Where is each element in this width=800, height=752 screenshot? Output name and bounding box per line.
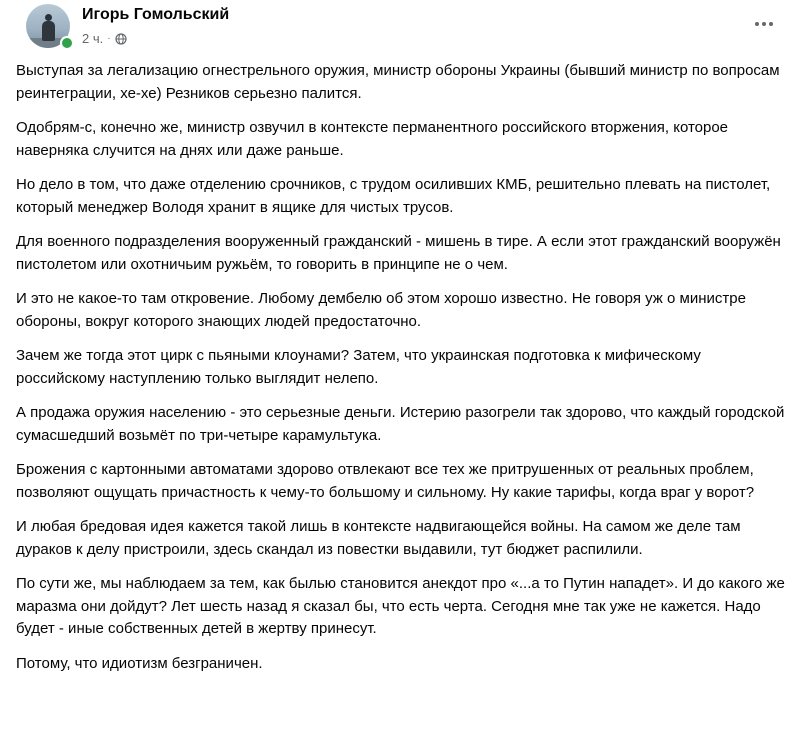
post-paragraph: Потому, что идиотизм безграничен. — [16, 654, 263, 672]
post-paragraph: Для военного подразделения вооруженный гражданский - мишень в тире. А если этот гражданский вооружён пистолетом или охотничьим ружьём, то говорить в принципе не о чем. — [16, 233, 781, 273]
post-header — [16, 0, 784, 58]
post-meta — [82, 31, 127, 46]
post-paragraph: Выступая за легализацию огнестрельного оружия, министр обороны Украины (бывший министр по вопросам реинтеграции, хе-хе) Резников серьезно палится. — [16, 62, 780, 102]
meta-separator: · — [107, 33, 111, 44]
post-paragraph: Зачем же тогда этот цирк с пьяными клоунами? Затем, что украинская подготовка к мифическому российскому наступлению только выглядит нелепо. — [16, 347, 701, 387]
post-paragraph: По сути же, мы наблюдаем за тем, как былью становится анекдот про «...а то Путин нападет». И до какого же маразма они дойдут? Лет шесть назад я сказал бы, что есть черта. Сегодня мне так уже не кажется. Надо будет - иные собственных детей в жертву принесут. — [16, 575, 785, 637]
avatar-figure-body — [42, 21, 55, 41]
avatar-figure-head — [45, 14, 52, 21]
post-text — [16, 60, 786, 687]
post-paragraph: И это не какое-то там откровение. Любому дембелю об этом хорошо известно. Не говоря уж о министре обороны, вокруг которого знающих людей предостаточно. — [16, 290, 746, 330]
post-paragraph: Одобрям-с, конечно же, министр озвучил в контексте перманентного российского вторжения, которое наверняка случится на днях или даже раньше. — [16, 119, 729, 159]
more-dot — [762, 22, 766, 26]
more-horizontal-icon[interactable] — [752, 12, 776, 36]
post-timestamp[interactable]: 2 ч. — [82, 31, 104, 46]
post-paragraph: Но дело в том, что даже отделению срочников, с трудом осиливших КМБ, решительно плевать на пистолет, который менеджер Володя хранит в ящике для чистых трусов. — [16, 176, 771, 216]
globe-icon[interactable] — [115, 33, 127, 45]
more-dot — [755, 22, 759, 26]
post-paragraph: Брожения с картонными автоматами здорово отвлекают все тех же притрушенных от реальных проблем, позволяют ощущать причастность к чему-то большому и сильному. Ну какие тарифы, когда враг у ворот? — [16, 461, 755, 501]
online-status-indicator — [60, 36, 74, 50]
post-paragraph: А продажа оружия населению - это серьезные деньги. Истерию разогрели так здорово, что каждый городской сумасшедший возьмёт по три-четыре карамультука. — [16, 404, 785, 444]
post-paragraph: И любая бредовая идея кажется такой лишь в контексте надвигающейся войны. На самом же деле там дураков к делу пристроили, здесь скандал из повестки выдавили, тут бюджет распилили. — [16, 518, 741, 558]
more-dot — [769, 22, 773, 26]
author-name[interactable]: Игорь Гомольский — [82, 6, 230, 23]
